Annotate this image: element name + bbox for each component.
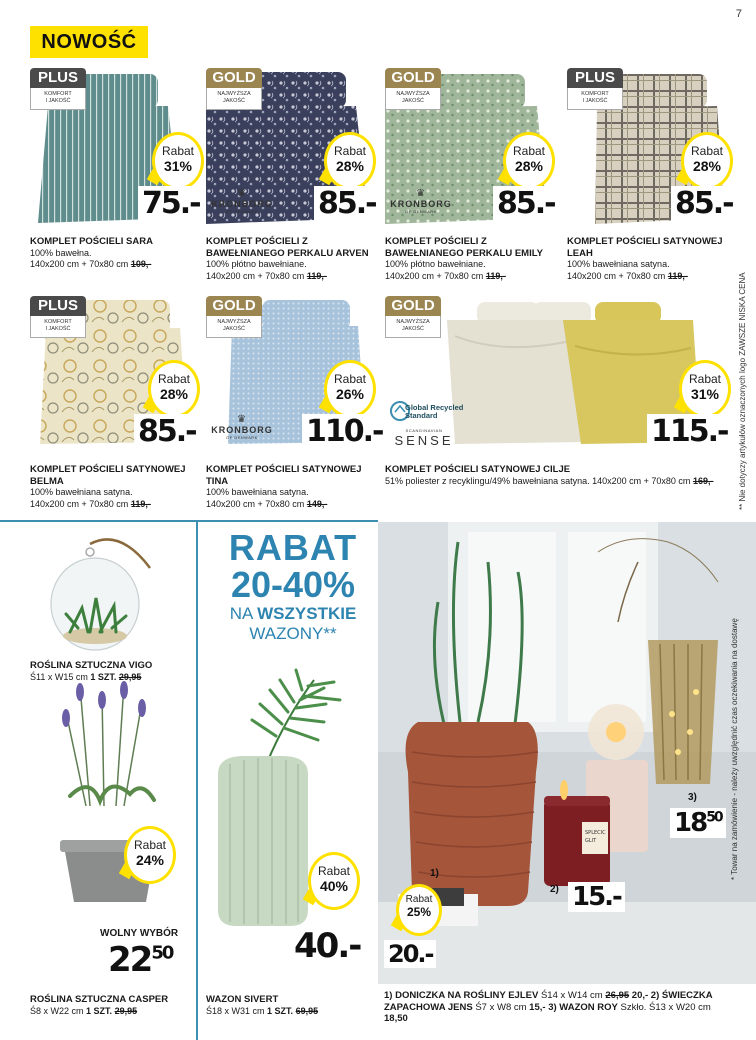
product-vigo[interactable] <box>30 528 190 656</box>
product-tina[interactable] <box>206 296 383 449</box>
product-leah[interactable] <box>567 68 733 228</box>
kronborg-logo: ♛ KRONBORG OF DENMARK <box>211 188 273 214</box>
gold-badge: GOLD NAJWYŻSZA JAKOŚĆ <box>385 68 441 124</box>
discount-bubble: Rabat 25% <box>396 884 442 936</box>
plus-badge: PLUS KOMFORT I JAKOŚĆ <box>567 68 623 124</box>
discount-bubble: Rabat 24% <box>124 826 176 884</box>
product-desc-leah: KOMPLET POŚCIELI SATYNOWEJ LEAH 100% bawełniana satyna. 140x200 cm + 70x80 cm 119,- <box>567 236 723 281</box>
product-desc-casper: ROŚLINA SZTUCZNA CASPER Ś8 x W22 cm 1 SZT. 29,95 <box>30 994 169 1016</box>
gold-badge: GOLD NAJWYŻSZA JAKOŚĆ <box>206 296 262 352</box>
discount-bubble: Rabat 28% <box>681 132 733 190</box>
price: 85.- <box>134 414 200 449</box>
price: 85.- <box>314 186 380 221</box>
discount-bubble: Rabat 31% <box>679 360 731 418</box>
discount-bubble: Rabat 31% <box>152 132 204 190</box>
discount-bubble: Rabat 40% <box>308 852 360 910</box>
product-desc-vigo: ROŚLINA SZTUCZNA VIGO Ś11 x W15 cm 1 SZT. 29,95 <box>30 660 153 682</box>
price-pot: 20.- <box>384 940 436 968</box>
product-arven[interactable] <box>206 68 376 228</box>
product-emily[interactable] <box>385 68 555 228</box>
product-sara[interactable] <box>30 68 200 228</box>
product-casper[interactable] <box>30 676 195 988</box>
section-divider-vertical <box>196 520 198 1040</box>
candle-label-2: GLIT <box>585 838 597 844</box>
plus-badge: PLUS KOMFORT I JAKOŚĆ <box>30 296 86 352</box>
price-vase: $18^{50}$ <box>670 808 726 838</box>
price: 85.- <box>671 186 737 221</box>
product-cilje[interactable] <box>385 296 728 449</box>
kronborg-logo: ♛ KRONBORG OF DENMARK <box>390 188 452 214</box>
new-badge: NOWOŚĆ <box>30 26 148 58</box>
kronborg-logo: ♛ KRONBORG OF DENMARK <box>211 414 273 440</box>
discount-bubble: Rabat 26% <box>324 360 376 418</box>
product-sivert[interactable] <box>204 660 374 990</box>
product-belma[interactable] <box>30 296 196 449</box>
side-note-bottom: * Towar na zamówienie - należy uwzględnić czas oczekiwania na dostawę <box>730 618 739 880</box>
price: 115.- <box>647 414 731 449</box>
product-desc-sivert: WAZON SIVERT Ś18 x W31 cm 1 SZT. 69,95 <box>206 994 319 1016</box>
product-desc-arven: KOMPLET POŚCIELI Z BAWEŁNIANEGO PERKALU ARVEN 100% płótno bawełniane. 140x200 cm + 70x80 cm 119,- <box>206 236 369 281</box>
lifestyle-photo <box>378 522 756 984</box>
photo-tag-3: 3) <box>688 792 697 803</box>
price: $22^{50}$ <box>104 940 176 980</box>
gold-badge: GOLD NAJWYŻSZA JAKOŚĆ <box>385 296 441 352</box>
photo-tag-2: 2) <box>550 884 559 895</box>
page-number: 7 <box>735 8 742 20</box>
grs-logo: Global Recycled Standard <box>389 400 461 428</box>
price: 75.- <box>138 186 204 221</box>
vases-promo: RABAT 20-40% NA WSZYSTKIE WAZONY** <box>228 527 358 643</box>
section-divider-horizontal <box>0 520 378 522</box>
gold-badge: GOLD NAJWYŻSZA JAKOŚĆ <box>206 68 262 124</box>
price: 40.- <box>290 926 364 966</box>
product-desc-sara: KOMPLET POŚCIELI SARA 100% bawełna. 140x200 cm + 70x80 cm 109,- <box>30 236 153 269</box>
discount-bubble: Rabat 28% <box>503 132 555 190</box>
candle-label-1: SPLECIC <box>585 830 606 836</box>
price-candle: 15.- <box>568 882 625 912</box>
discount-bubble: Rabat 28% <box>324 132 376 190</box>
side-note-top: ** Nie dotyczy artykułów oznaczonych logo ZAWSZE NISKA CENA <box>738 272 747 510</box>
photo-tag-1: 1) <box>430 868 439 879</box>
product-image-vigo <box>30 528 190 656</box>
price: 110.- <box>302 414 386 449</box>
product-desc-tina: KOMPLET POŚCIELI SATYNOWEJ TINA 100% bawełniana satyna. 140x200 cm + 70x80 cm 149,- <box>206 464 362 509</box>
product-desc-belma: KOMPLET POŚCIELI SATYNOWEJ BELMA 100% bawełniana satyna. 140x200 cm + 70x80 cm 119,- <box>30 464 186 509</box>
photo-desc: 1) DONICZKA NA ROŚLINY EJLEV Ś14 x W14 cm 26,95 20,- 2) ŚWIECZKA ZAPACHOWA JENS Ś7 x W8 cm 15,- 3) WAZON ROY Szkło. Ś13 x W20 cm 18,50 <box>384 990 713 1024</box>
plus-badge: PLUS KOMFORT I JAKOŚĆ <box>30 68 86 124</box>
product-desc-emily: KOMPLET POŚCIELI Z BAWEŁNIANEGO PERKALU EMILY 100% płótno bawełniane. 140x200 cm + 70x80 cm 119,- <box>385 236 543 281</box>
sense-logo: SCANDINAVIAN SENSE <box>394 428 454 448</box>
discount-bubble: Rabat 28% <box>148 360 200 418</box>
price: 85.- <box>493 186 559 221</box>
free-choice-label: WOLNY WYBÓR <box>100 928 179 939</box>
product-desc-cilje: KOMPLET POŚCIELI SATYNOWEJ CILJE 51% poliester z recyklingu/49% bawełniana satyna. 140x200 cm + 70x80 cm 169,- <box>385 464 714 486</box>
